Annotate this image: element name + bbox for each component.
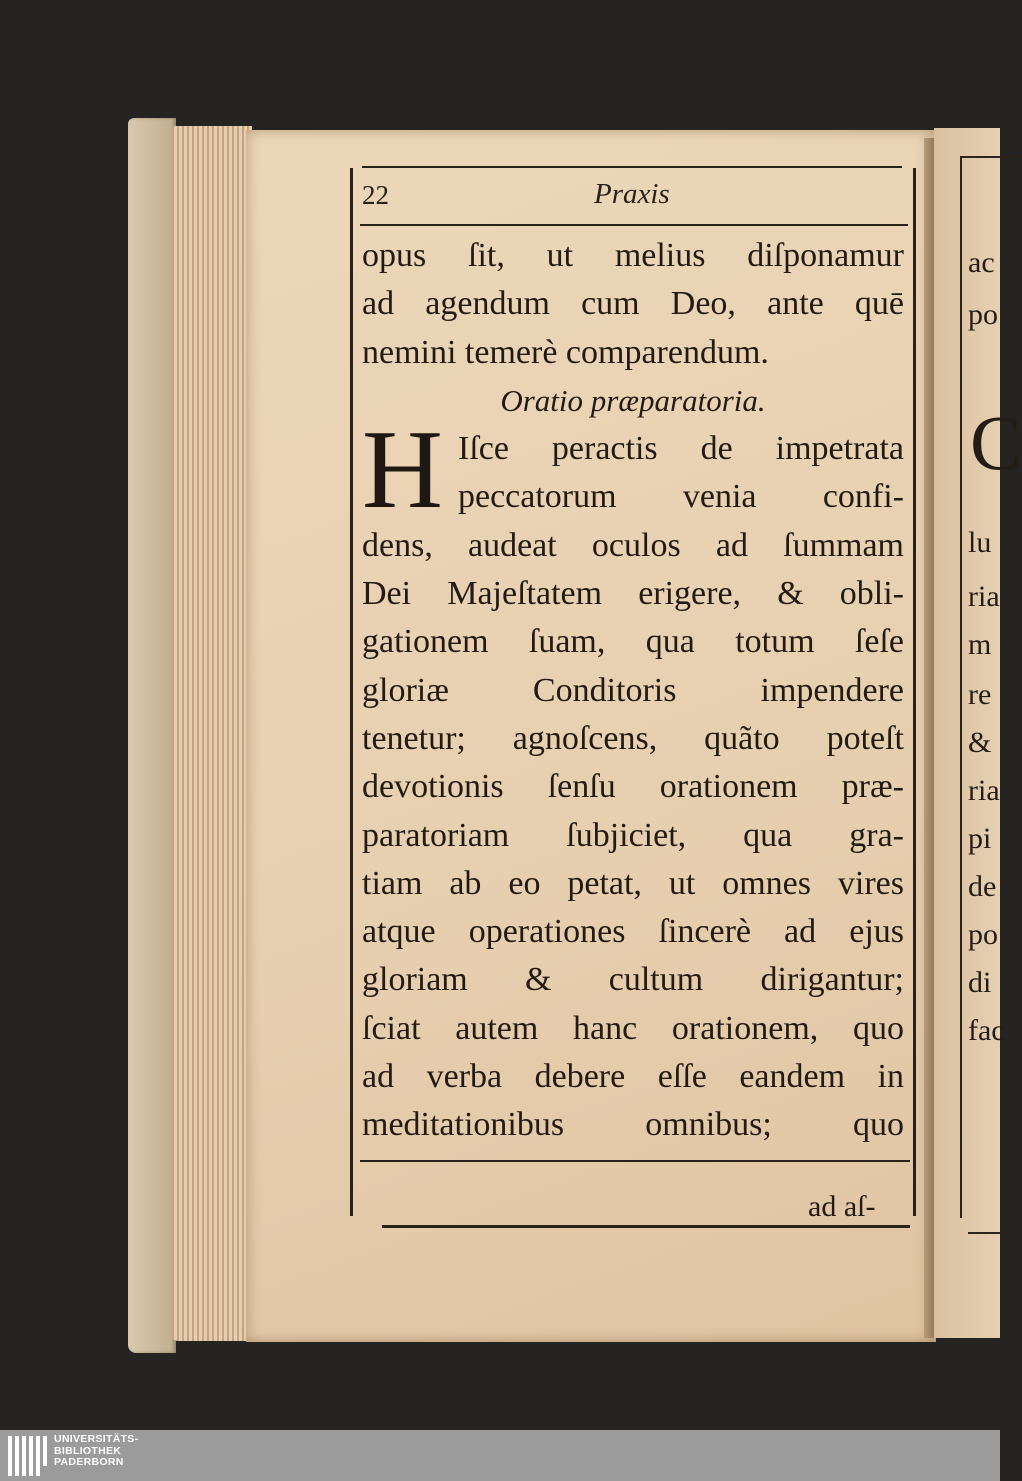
page-number: 22 xyxy=(362,180,389,210)
text-line: atque operationes ſincerè ad ejus xyxy=(362,913,904,951)
text-line: gationem ſuam, qua totum ſeſe xyxy=(362,623,904,661)
right-page-text-fragment: ac xyxy=(968,246,995,279)
right-page-bottom-rule xyxy=(968,1232,1008,1234)
right-page-text-fragment: m xyxy=(968,628,992,661)
book-fore-edge xyxy=(128,118,176,1353)
library-name xyxy=(54,1434,138,1469)
library-logo-icon xyxy=(8,1436,48,1476)
text-line: gloriam & cultum dirigantur; xyxy=(362,961,904,999)
body-text xyxy=(362,232,904,1150)
text-line: dens, audeat oculos ad ſummam xyxy=(362,526,904,564)
text-line: Iſce peractis de impetrata xyxy=(458,430,904,468)
catchword: ad aſ- xyxy=(808,1190,876,1223)
library-name-line: PADERBORN xyxy=(54,1456,124,1468)
text-line: tiam ab eo petat, ut omnes vires xyxy=(362,864,904,902)
right-page-text-fragment: po xyxy=(968,298,998,331)
running-head: Praxis xyxy=(594,178,670,210)
library-name-line: UNIVERSITÄTS- xyxy=(54,1433,139,1445)
right-page-text-fragment: lu xyxy=(968,526,992,559)
section-heading: Oratio præparatoria. xyxy=(500,382,766,418)
right-page-text-fragment: fac xyxy=(968,1014,1005,1047)
text-line: meditationibus omnibus; quo xyxy=(362,1106,904,1144)
header-rule xyxy=(360,224,908,226)
text-line: nemini temerè comparendum. xyxy=(362,333,769,371)
page-stack-edges xyxy=(172,126,252,1341)
text-line: devotionis ſenſu orationem præ- xyxy=(362,768,904,806)
right-page-text-fragment: di xyxy=(968,966,992,999)
right-page-initial: C xyxy=(970,399,1022,486)
text-line: peccatorum venia confi- xyxy=(458,478,904,516)
right-page-text-fragment: ria xyxy=(968,774,1000,807)
right-page-text-fragment: ria xyxy=(968,580,1000,613)
drop-cap: H xyxy=(362,408,443,532)
right-page-text-fragment: pi xyxy=(968,822,992,855)
right-page-fragment xyxy=(934,128,1022,1338)
text-line: ſciat autem hanc orationem, quo xyxy=(362,1009,904,1047)
text-line: gloriæ Conditoris impendere xyxy=(362,671,904,709)
text-line: Dei Majeſtatem erigere, & obli- xyxy=(362,575,904,613)
library-name-line: BIBLIOTHEK xyxy=(54,1444,122,1457)
right-page-text-fragment: & xyxy=(968,726,992,759)
right-page-text-fragment: po xyxy=(968,918,998,951)
text-line: paratoriam ſubjiciet, qua gra- xyxy=(362,816,904,854)
frame-bottom-rule xyxy=(382,1225,910,1228)
text-line: tenetur; agnoſcens, quãto poteſt xyxy=(362,719,904,757)
text-bottom-rule xyxy=(360,1160,910,1162)
text-line: opus ſit, ut melius diſponamur xyxy=(362,237,904,274)
right-page-text-fragment: de xyxy=(968,870,997,903)
text-line: ad agendum cum Deo, ante quē xyxy=(362,285,904,323)
library-footer xyxy=(0,1430,1000,1481)
text-line: ad verba debere eſſe eandem in xyxy=(362,1058,904,1096)
right-page-text-fragment: re xyxy=(968,678,992,711)
